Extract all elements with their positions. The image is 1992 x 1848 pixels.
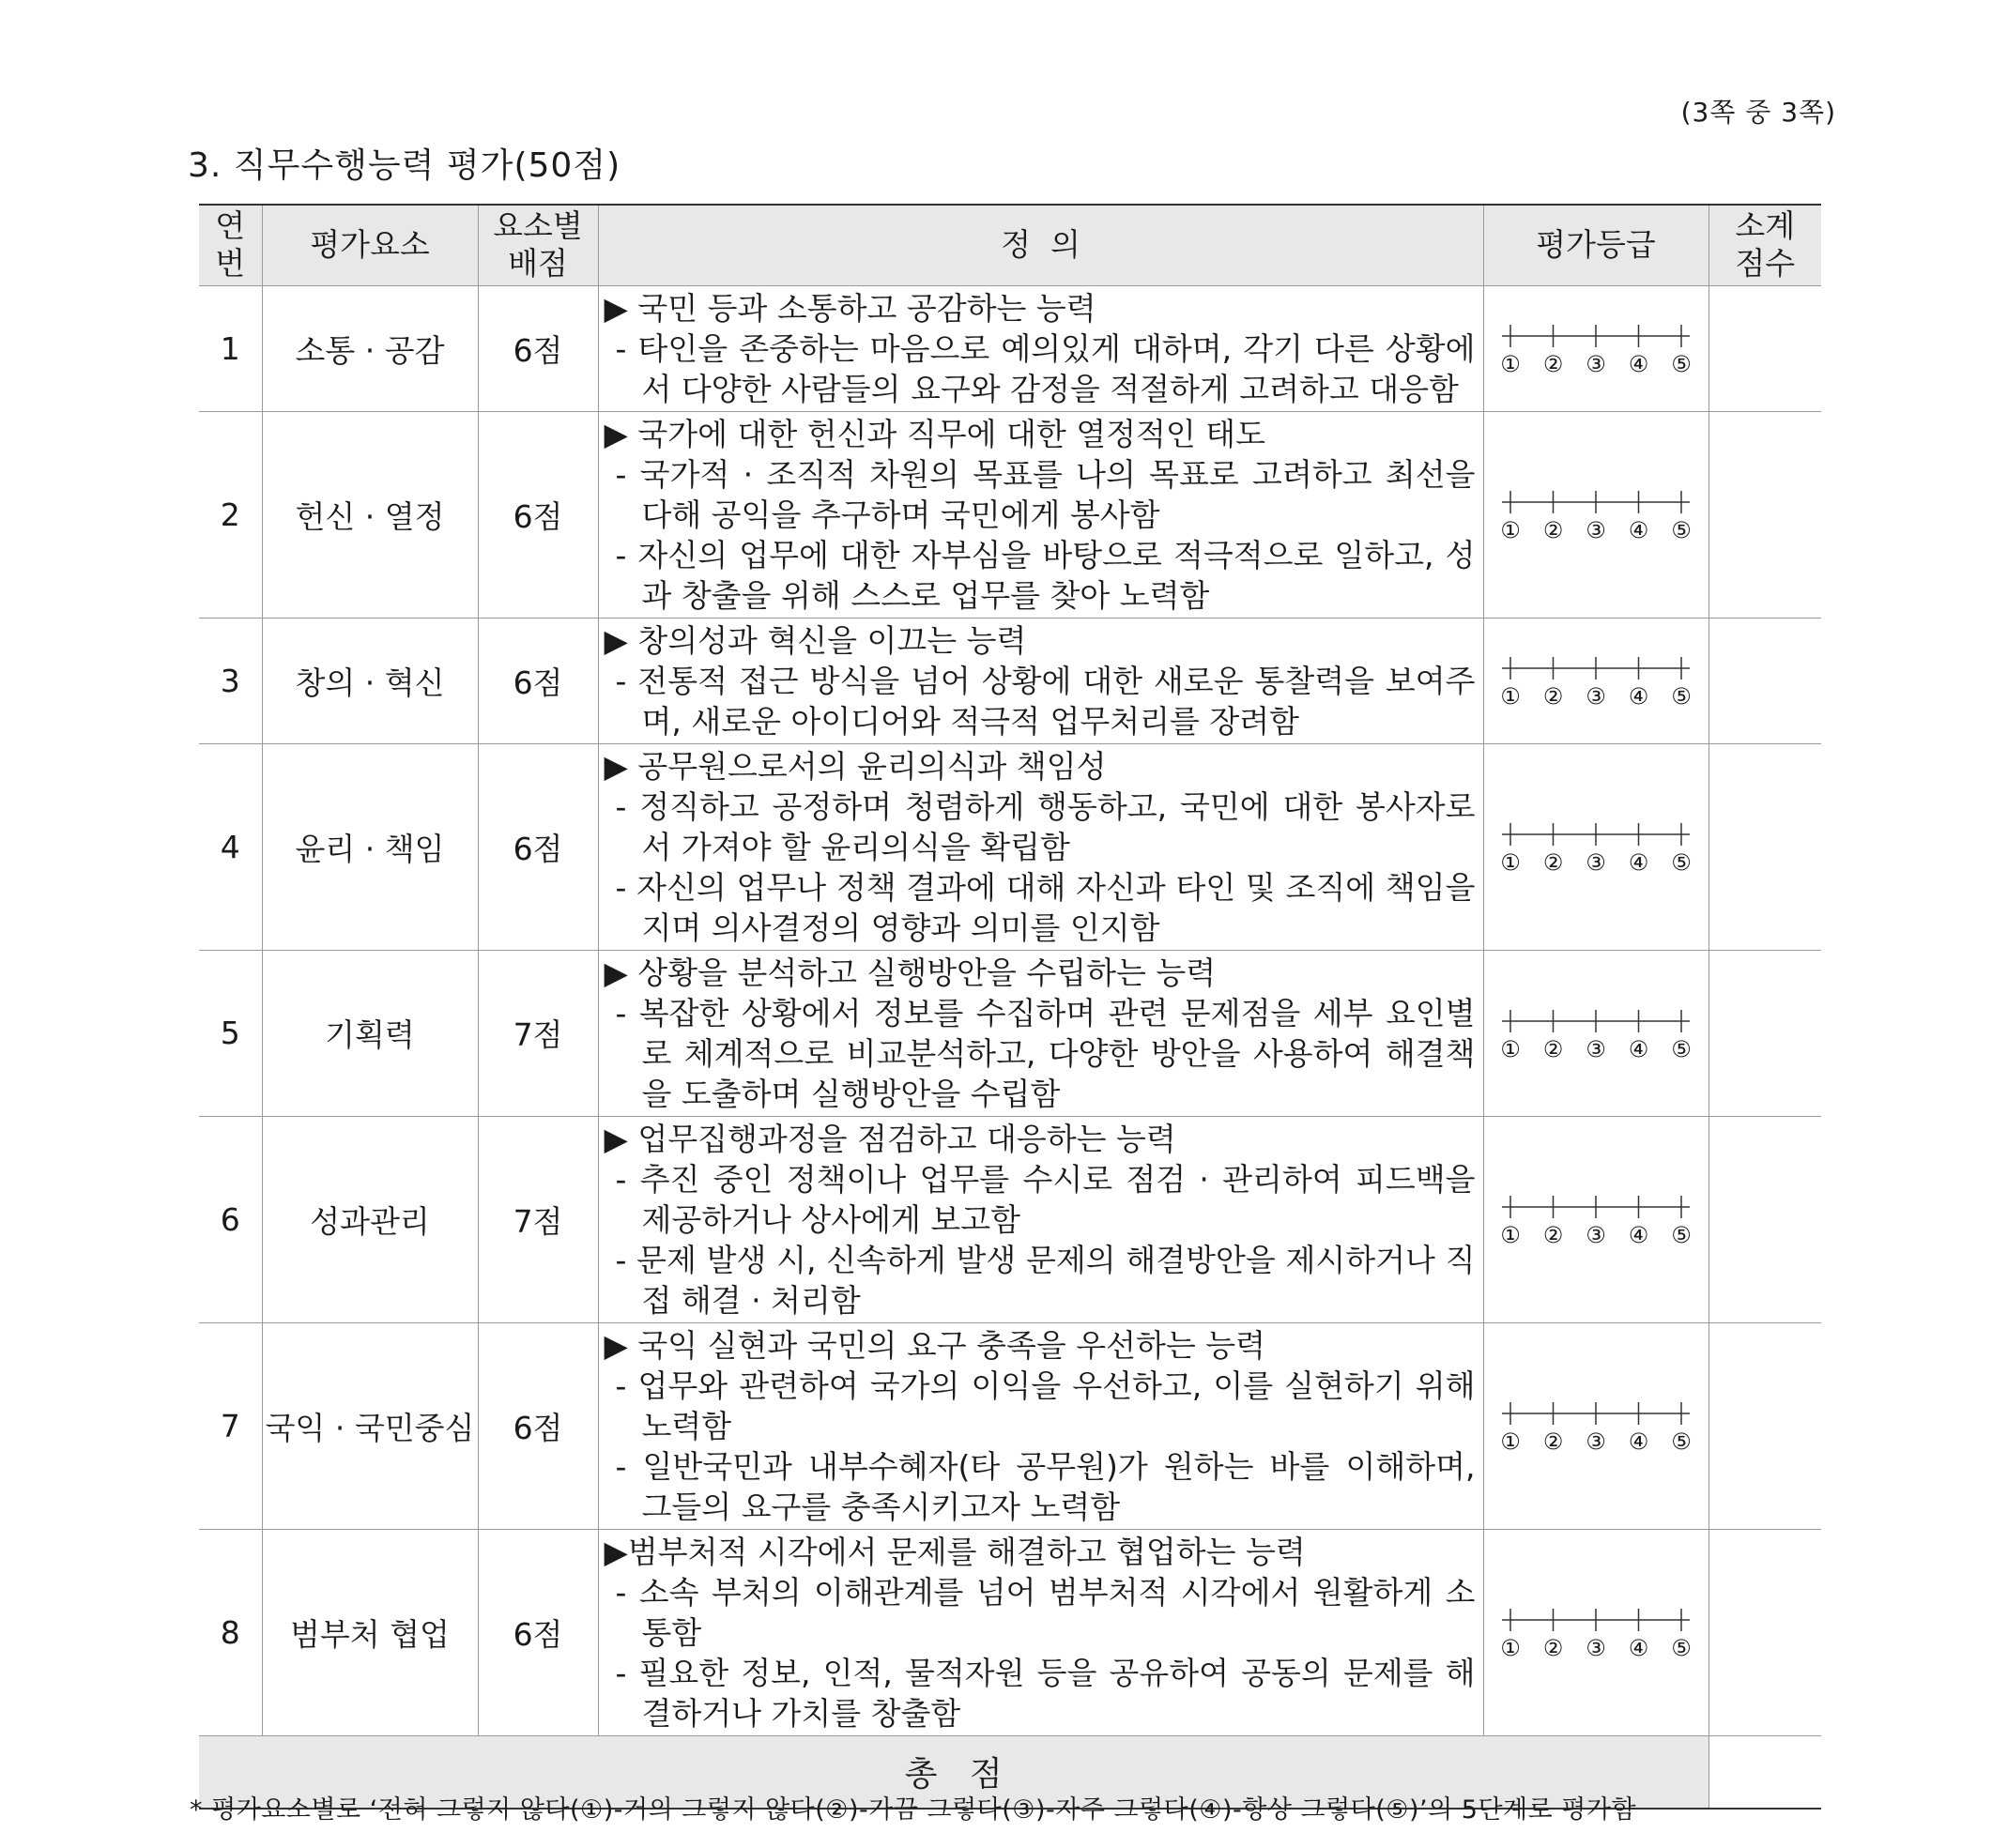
footnote: * 평가요소별로 ‘전혀 그렇지 않다(①)-거의 그렇지 않다(②)-가끔 그렇다(③)-자주 그렇다(④)-항상 그렇다(⑤)’의 5단계로 평가함 bbox=[190, 1795, 1637, 1825]
grade-scale-graphic[interactable] bbox=[1497, 481, 1694, 547]
scale-option-4[interactable]: ④ bbox=[1628, 683, 1649, 710]
scale-option-3[interactable]: ③ bbox=[1586, 849, 1606, 876]
subtotal-cell[interactable] bbox=[1709, 1322, 1821, 1529]
table-body bbox=[199, 285, 1821, 1809]
row-element: 범부처 협업 bbox=[262, 1529, 478, 1735]
row-definition bbox=[598, 411, 1483, 618]
grade-scale-graphic[interactable] bbox=[1497, 315, 1694, 381]
scale-option-1[interactable]: ① bbox=[1500, 683, 1521, 710]
row-element: 윤리 · 책임 bbox=[262, 743, 478, 950]
scale-option-2[interactable]: ② bbox=[1542, 517, 1564, 543]
table-row bbox=[199, 743, 1821, 950]
row-definition bbox=[598, 1529, 1483, 1735]
row-definition bbox=[598, 285, 1483, 411]
definition-heading: ▶ 상황을 분석하고 실행방안을 수립하는 능력 bbox=[604, 954, 1217, 991]
scale-option-2[interactable]: ② bbox=[1542, 1428, 1564, 1455]
definition-item: - 업무와 관련하여 국가의 이익을 우선하고, 이를 실현하기 위해 노력함 bbox=[615, 1367, 1476, 1444]
grade-scale-graphic[interactable] bbox=[1497, 648, 1694, 713]
header-no-line2: 번 bbox=[215, 245, 246, 283]
row-points: 6점 bbox=[478, 1529, 598, 1735]
grade-scale[interactable] bbox=[1483, 1322, 1709, 1529]
header-subtotal-line1: 소계 bbox=[1735, 207, 1796, 245]
scale-option-1[interactable]: ① bbox=[1500, 849, 1521, 876]
table-header-row bbox=[199, 205, 1821, 285]
scale-option-2[interactable]: ② bbox=[1542, 849, 1564, 876]
row-element: 국익 · 국민중심 bbox=[262, 1322, 478, 1529]
scale-option-3[interactable]: ③ bbox=[1586, 1222, 1606, 1248]
subtotal-cell[interactable] bbox=[1709, 1529, 1821, 1735]
scale-option-5[interactable]: ⑤ bbox=[1671, 683, 1692, 710]
definition-item: - 타인을 존중하는 마음으로 예의있게 대하며, 각기 다른 상황에서 다양한 사람들의 요구와 감정을 적절하게 고려하고 대응함 bbox=[615, 329, 1476, 407]
grade-scale[interactable] bbox=[1483, 1529, 1709, 1735]
definition-item: - 전통적 접근 방식을 넘어 상황에 대한 새로운 통찰력을 보여주며, 새로운 아이디어와 적극적 업무처리를 장려함 bbox=[615, 662, 1476, 740]
definition-heading: ▶ 국익 실현과 국민의 요구 충족을 우선하는 능력 bbox=[604, 1326, 1265, 1364]
row-element: 소통 · 공감 bbox=[262, 285, 478, 411]
definition-item: - 복잡한 상황에서 정보를 수집하며 관련 문제점을 세부 요인별로 체계적으로 비교분석하고, 다양한 방안을 사용하여 해결책을 도출하며 실행방안을 수립함 bbox=[615, 994, 1476, 1112]
table-row bbox=[199, 411, 1821, 618]
grade-scale[interactable] bbox=[1483, 950, 1709, 1116]
scale-option-2[interactable]: ② bbox=[1542, 1035, 1564, 1062]
grade-scale[interactable] bbox=[1483, 618, 1709, 743]
scale-option-1[interactable]: ① bbox=[1500, 1035, 1521, 1062]
row-definition bbox=[598, 618, 1483, 743]
header-subtotal-line2: 점수 bbox=[1735, 245, 1796, 283]
section-title: 3. 직무수행능력 평가(50점) bbox=[188, 146, 621, 185]
scale-option-3[interactable]: ③ bbox=[1586, 683, 1606, 710]
scale-option-2[interactable]: ② bbox=[1542, 351, 1564, 377]
row-points: 6점 bbox=[478, 1322, 598, 1529]
row-no: 5 bbox=[199, 950, 262, 1116]
row-no: 3 bbox=[199, 618, 262, 743]
scale-option-5[interactable]: ⑤ bbox=[1671, 1035, 1692, 1062]
table-row bbox=[199, 618, 1821, 743]
row-element: 창의 · 혁신 bbox=[262, 618, 478, 743]
row-no: 2 bbox=[199, 411, 262, 618]
scale-option-2[interactable]: ② bbox=[1542, 683, 1564, 710]
header-points-line2: 배점 bbox=[508, 245, 568, 283]
header-definition: 정 의 bbox=[598, 205, 1483, 285]
definition-heading: ▶ 업무집행과정을 점검하고 대응하는 능력 bbox=[604, 1120, 1176, 1157]
definition-item: - 정직하고 공정하며 청렴하게 행동하고, 국민에 대한 봉사자로서 가져야 할 윤리의식을 확립함 bbox=[615, 787, 1476, 865]
total-score-cell[interactable] bbox=[1709, 1735, 1821, 1809]
grade-scale[interactable] bbox=[1483, 285, 1709, 411]
definition-item: - 자신의 업무에 대한 자부심을 바탕으로 적극적으로 일하고, 성과 창출을 위해 스스로 업무를 찾아 노력함 bbox=[615, 536, 1476, 614]
table-row bbox=[199, 1116, 1821, 1322]
scale-option-1[interactable]: ① bbox=[1500, 1428, 1521, 1455]
subtotal-cell[interactable] bbox=[1709, 1116, 1821, 1322]
definition-item: - 자신의 업무나 정책 결과에 대해 자신과 타인 및 조직에 책임을 지며 의사결정의 영향과 의미를 인지함 bbox=[615, 868, 1476, 946]
scale-option-4[interactable]: ④ bbox=[1628, 1635, 1649, 1661]
scale-option-2[interactable]: ② bbox=[1542, 1635, 1564, 1661]
scale-option-5[interactable]: ⑤ bbox=[1671, 1635, 1692, 1661]
header-points-line1: 요소별 bbox=[493, 207, 583, 245]
row-no: 4 bbox=[199, 743, 262, 950]
total-label: 총 점 bbox=[199, 1735, 1709, 1809]
scale-option-5[interactable]: ⑤ bbox=[1671, 517, 1692, 543]
scale-option-3[interactable]: ③ bbox=[1586, 1635, 1606, 1661]
definition-heading: ▶ 국가에 대한 헌신과 직무에 대한 열정적인 태도 bbox=[604, 415, 1265, 452]
scale-option-2[interactable]: ② bbox=[1542, 1222, 1564, 1248]
scale-option-4[interactable]: ④ bbox=[1628, 1035, 1649, 1062]
scale-option-5[interactable]: ⑤ bbox=[1671, 1222, 1692, 1248]
row-no: 1 bbox=[199, 285, 262, 411]
page-number: (3쪽 중 3쪽) bbox=[1680, 97, 1836, 128]
scale-option-4[interactable]: ④ bbox=[1628, 517, 1649, 543]
row-points: 6점 bbox=[478, 618, 598, 743]
row-points: 6점 bbox=[478, 743, 598, 950]
scale-option-4[interactable]: ④ bbox=[1628, 1428, 1649, 1455]
subtotal-cell[interactable] bbox=[1709, 618, 1821, 743]
scale-option-3[interactable]: ③ bbox=[1586, 1035, 1606, 1062]
definition-heading: ▶ 국민 등과 소통하고 공감하는 능력 bbox=[604, 289, 1096, 327]
row-element: 성과관리 bbox=[262, 1116, 478, 1322]
definition-item: - 추진 중인 정책이나 업무를 수시로 점검 · 관리하여 피드백을 제공하거나 상사에게 보고함 bbox=[615, 1160, 1476, 1238]
definition-item: - 소속 부처의 이해관계를 넘어 범부처적 시각에서 원활하게 소통함 bbox=[615, 1573, 1476, 1651]
scale-option-4[interactable]: ④ bbox=[1628, 351, 1649, 377]
scale-option-1[interactable]: ① bbox=[1500, 517, 1521, 543]
grade-scale-graphic[interactable] bbox=[1497, 1186, 1694, 1252]
definition-heading: ▶ 창의성과 혁신을 이끄는 능력 bbox=[604, 621, 1027, 659]
scale-option-5[interactable]: ⑤ bbox=[1671, 1428, 1692, 1455]
scale-option-4[interactable]: ④ bbox=[1628, 1222, 1649, 1248]
header-no bbox=[199, 205, 262, 285]
definition-item: - 국가적 · 조직적 차원의 목표를 나의 목표로 고려하고 최선을 다해 공익을 추구하며 국민에게 봉사함 bbox=[615, 455, 1476, 533]
scale-option-1[interactable]: ① bbox=[1500, 1222, 1521, 1248]
scale-option-3[interactable]: ③ bbox=[1586, 1428, 1606, 1455]
header-element: 평가요소 bbox=[262, 205, 478, 285]
definition-item: - 필요한 정보, 인적, 물적자원 등을 공유하여 공동의 문제를 해결하거나 가치를 창출함 bbox=[615, 1654, 1476, 1732]
grade-scale[interactable] bbox=[1483, 743, 1709, 950]
grade-scale-graphic[interactable] bbox=[1497, 1599, 1694, 1665]
grade-scale-graphic[interactable] bbox=[1497, 1000, 1694, 1066]
table-row bbox=[199, 1529, 1821, 1735]
scale-option-5[interactable]: ⑤ bbox=[1671, 351, 1692, 377]
scale-option-4[interactable]: ④ bbox=[1628, 849, 1649, 876]
row-no: 6 bbox=[199, 1116, 262, 1322]
table-row bbox=[199, 950, 1821, 1116]
table-row bbox=[199, 1322, 1821, 1529]
header-subtotal bbox=[1709, 205, 1821, 285]
row-element: 헌신 · 열정 bbox=[262, 411, 478, 618]
grade-scale-graphic[interactable] bbox=[1497, 814, 1694, 879]
row-points: 7점 bbox=[478, 1116, 598, 1322]
grade-scale[interactable] bbox=[1483, 1116, 1709, 1322]
row-definition bbox=[598, 1322, 1483, 1529]
subtotal-cell[interactable] bbox=[1709, 743, 1821, 950]
row-definition bbox=[598, 1116, 1483, 1322]
grade-scale-graphic[interactable] bbox=[1497, 1393, 1694, 1459]
header-grade: 평가등급 bbox=[1483, 205, 1709, 285]
grade-scale[interactable] bbox=[1483, 411, 1709, 618]
header-no-line1: 연 bbox=[215, 207, 246, 245]
evaluation-table bbox=[199, 204, 1821, 1810]
subtotal-cell[interactable] bbox=[1709, 950, 1821, 1116]
scale-option-1[interactable]: ① bbox=[1500, 1635, 1521, 1661]
table-row bbox=[199, 285, 1821, 411]
scale-option-3[interactable]: ③ bbox=[1586, 351, 1606, 377]
row-element: 기획력 bbox=[262, 950, 478, 1116]
definition-item: - 문제 발생 시, 신속하게 발생 문제의 해결방안을 제시하거나 직접 해결 · 처리함 bbox=[615, 1241, 1476, 1319]
subtotal-cell[interactable] bbox=[1709, 411, 1821, 618]
row-definition bbox=[598, 950, 1483, 1116]
header-points bbox=[478, 205, 598, 285]
row-no: 7 bbox=[199, 1322, 262, 1529]
subtotal-cell[interactable] bbox=[1709, 285, 1821, 411]
row-definition bbox=[598, 743, 1483, 950]
scale-option-1[interactable]: ① bbox=[1500, 351, 1521, 377]
scale-option-3[interactable]: ③ bbox=[1586, 517, 1606, 543]
definition-item: - 일반국민과 내부수혜자(타 공무원)가 원하는 바를 이해하며, 그들의 요구를 충족시키고자 노력함 bbox=[615, 1447, 1476, 1525]
definition-heading: ▶범부처적 시각에서 문제를 해결하고 협업하는 능력 bbox=[604, 1533, 1306, 1570]
row-points: 6점 bbox=[478, 285, 598, 411]
scale-option-5[interactable]: ⑤ bbox=[1671, 849, 1692, 876]
row-no: 8 bbox=[199, 1529, 262, 1735]
row-points: 7점 bbox=[478, 950, 598, 1116]
definition-heading: ▶ 공무원으로서의 윤리의식과 책임성 bbox=[604, 747, 1107, 785]
row-points: 6점 bbox=[478, 411, 598, 618]
